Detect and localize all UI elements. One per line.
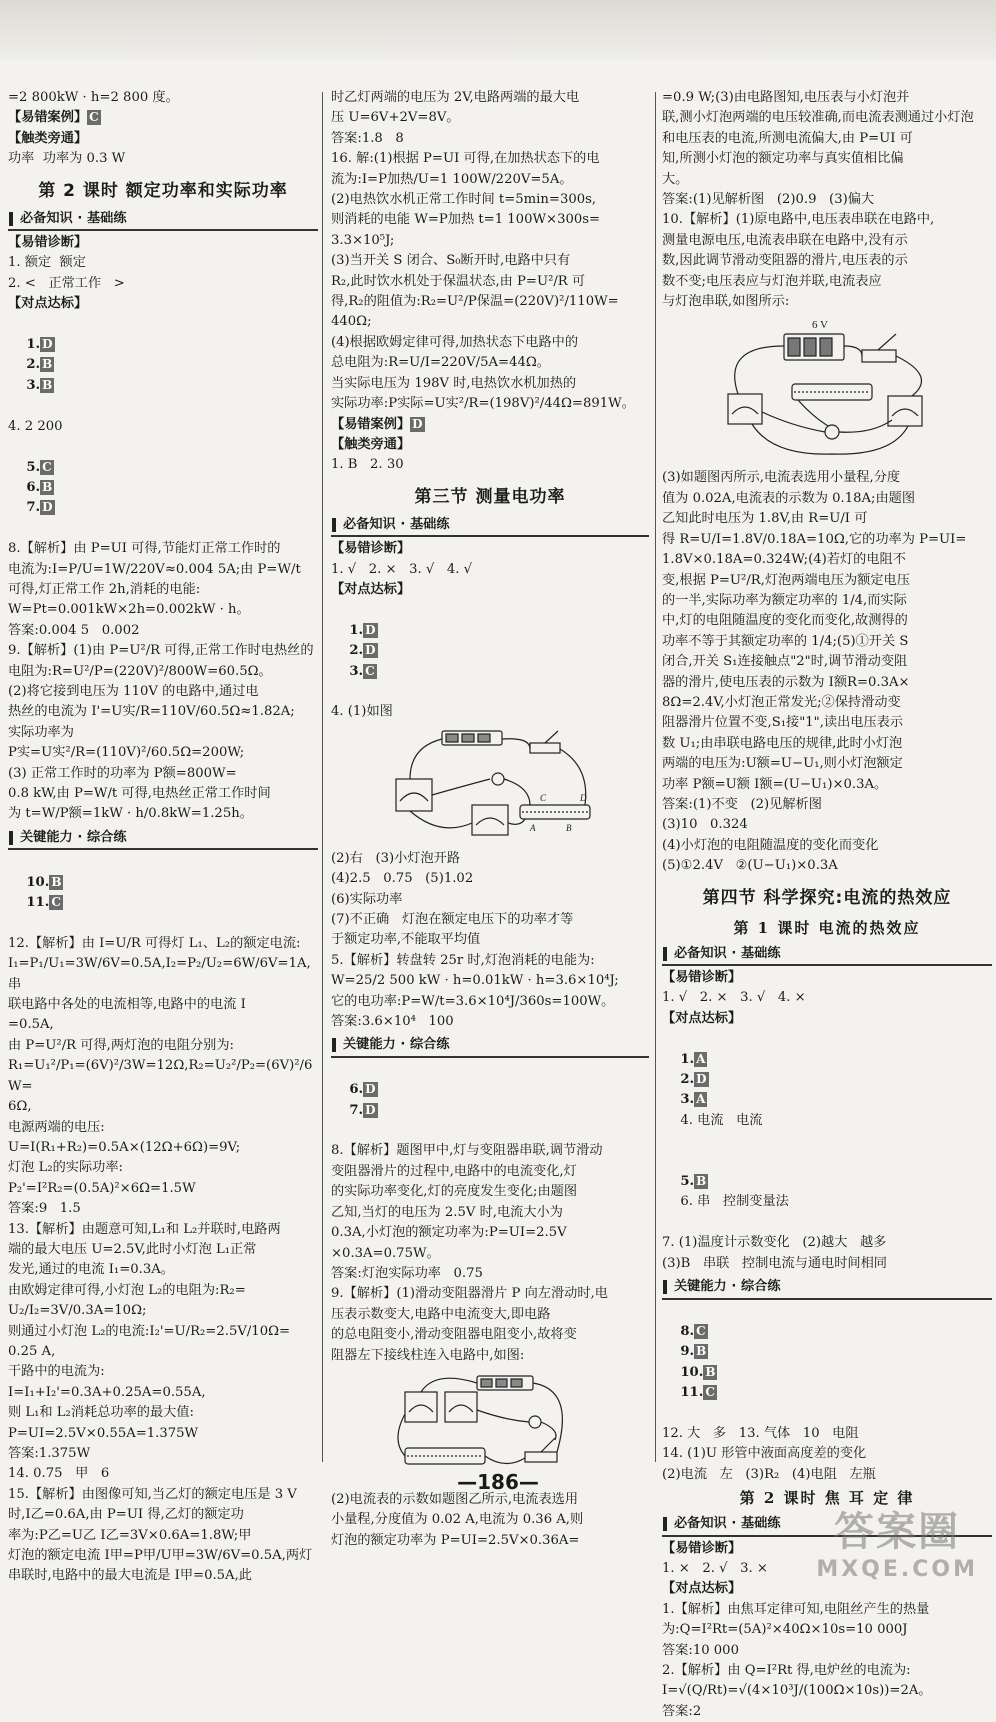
text-line: 得 R=U/I=1.8V/0.18A=10Ω,它的功率为 P=UI= — [662, 531, 967, 547]
text-line: 7. (1)温度计示数变化 (2)越大 越多 — [662, 1235, 887, 1251]
answer-box: C — [365, 663, 375, 678]
section-bar-basic: 必备知识 · 基础练 — [662, 1514, 992, 1536]
text-line: 灯泡的额定功率为 P=UI=2.5V×0.36A= — [331, 1532, 580, 1548]
section-bar-key: 关键能力 · 综合练 — [662, 1277, 992, 1299]
text-line: R₂,此时饮水机处于保温状态,由 P=U²/R 可 — [331, 273, 586, 289]
text-line: 8.【解析】由 P=UI 可得,节能灯正常工作时的 — [8, 541, 281, 557]
text-line: 功率 功率为 0.3 W — [8, 151, 126, 167]
text-line: 联,测小灯泡两端的电压较准确,而电流表测通过小灯泡 — [662, 110, 974, 126]
text-line: 答案:(1)见解析图 (2)0.9 (3)偏大 — [662, 192, 875, 208]
text-line: 值为 0.02A,电流表的示数为 0.18A;由题图 — [662, 490, 916, 506]
answer-box: B — [42, 377, 53, 392]
svg-text:D: D — [580, 792, 587, 803]
battery-voltage-label: 6 V — [812, 319, 828, 332]
section-bar-basic: 必备知识 · 基础练 — [8, 209, 318, 231]
text-line: W=25/2 500 kW · h=0.01kW · h=3.6×10⁴J; — [331, 973, 619, 989]
watermark-logo: 答案圈 MXQE.COM — [816, 1509, 978, 1582]
label-yicuo: 【易错诊断】 — [8, 235, 88, 251]
text-line: 大。 — [662, 171, 689, 187]
answer-box: B — [696, 1174, 707, 1189]
answer-row: 8. C 9. B 10. B 11. C — [680, 1323, 716, 1401]
text-line: ×0.3A=0.75W。 — [331, 1245, 440, 1261]
text-line: 答案:2 — [662, 1703, 702, 1719]
svg-text:B: B — [566, 822, 572, 833]
text-line: 流为:I=P加热/U=1 100W/220V=5A。 — [331, 171, 573, 187]
text-line: 5.【解析】转盘转 25r 时,灯泡消耗的电能为: — [331, 952, 595, 968]
text-line: 16. 解:(1)根据 P=UI 可得,在加热状态下的电 — [331, 151, 600, 167]
text-line: 端的最大电压 U=2.5V,此时小灯泡 L₁正常 — [8, 1241, 257, 1257]
text-line: (3)10 0.324 — [662, 817, 748, 833]
text-line: 1.【解析】由焦耳定律可知,电阻丝产生的热量 — [662, 1601, 930, 1617]
text-line: R₁=U₁²/P₁=(6V)²/3W=12Ω,R₂=U₂²/P₂=(6V)²/6W= — [8, 1058, 313, 1094]
text-line: =2 800kW · h=2 800 度。 — [8, 90, 179, 105]
text-line: (4)根据欧姆定律可得,加热状态下电路中的 — [331, 334, 579, 350]
text-line: 4. 2 200 — [8, 418, 63, 434]
text-line: 灯泡 L₂的实际功率: — [8, 1160, 123, 1176]
text-line: 与灯泡串联,如图所示: — [662, 294, 790, 310]
label-duidian: 【对点达标】 — [8, 296, 88, 312]
text-line: 压表示数变大,电路中电流变大,即电路 — [331, 1306, 551, 1322]
text-line: 的一半,实际功率为额定功率的 1/4,而实际 — [662, 592, 907, 608]
answer-box: D — [412, 416, 423, 431]
text-line: 知,所测小灯泡的额定功率与真实值相比偏 — [662, 151, 904, 167]
answer-box: B — [696, 1344, 707, 1359]
text-line: 答案:0.004 5 0.002 — [8, 622, 140, 638]
text-line: 6Ω, — [8, 1099, 32, 1115]
label-duidian: 【对点达标】 — [331, 581, 411, 597]
text-line: 率为:P乙=U乙 I乙=3V×0.6A=1.8W;甲 — [8, 1527, 252, 1543]
svg-text:C: C — [540, 792, 547, 803]
answer-box: D — [365, 1082, 376, 1097]
text-line: 电源两端的电压: — [8, 1119, 105, 1135]
text-line: W=Pt=0.001kW×2h=0.002kW · h。 — [8, 602, 250, 618]
answer-box: C — [705, 1385, 715, 1400]
answer-box: A — [696, 1051, 706, 1066]
answer-box: B — [705, 1364, 716, 1379]
text-line: (2)将它接到电压为 110V 的电路中,通过电 — [8, 683, 259, 699]
text-line: 由 P=U²/R 可得,两灯泡的电阻分别为: — [8, 1037, 234, 1053]
text-line: (3)当开关 S 闭合、S₀断开时,电路中只有 — [331, 253, 571, 269]
text-line: U₂/I₂=3V/0.3A=10Ω; — [8, 1303, 147, 1319]
text-line: 15.【解析】由图像可知,当乙灯的额定电压是 3 V — [8, 1486, 297, 1502]
answer-box: D — [42, 337, 53, 352]
label-chulei: 【触类旁通】 — [331, 436, 411, 452]
column-divider — [655, 92, 656, 1462]
text-line: 数 U₁;由串联电路电压的规律,此时小灯泡 — [662, 735, 903, 751]
text-line: 答案:10 000 — [662, 1642, 739, 1658]
text-line: 当实际电压为 198V 时,电热饮水机加热的 — [331, 375, 577, 391]
text-line: 440Ω; — [331, 314, 372, 330]
circuit-diagram-image — [380, 727, 600, 845]
label-yicuo-anli: 【易错案例】 D — [331, 416, 423, 432]
text-line: (5)①2.4V ②(U−U₁)×0.3A — [662, 858, 838, 874]
answer-box: D — [42, 500, 53, 515]
text-line: 实际功率:P实际=U实²/R=(198V)²/44Ω=891W。 — [331, 396, 635, 412]
section-bar-key: 关键能力 · 综合练 — [331, 1035, 649, 1057]
text-line: 12. 大 多 13. 气体 10 电阻 — [662, 1425, 859, 1441]
text-line: 8.【解析】题图甲中,灯与变阻器串联,调节滑动 — [331, 1143, 603, 1159]
answer-box: B — [42, 357, 53, 372]
answer-box: D — [365, 622, 376, 637]
text-line: 热丝的电流为 I'=U实/R=110V/60.5Ω≈1.82A; — [8, 704, 295, 720]
answer-box: B — [42, 479, 53, 494]
text-line: 答案:灯泡实际功率 0.75 — [331, 1265, 483, 1281]
text-line: 10.【解析】(1)原电路中,电压表串联在电路中, — [662, 212, 935, 228]
lesson-title: 第 2 课时 焦 耳 定 律 — [739, 1489, 915, 1508]
text-line: (2)右 (3)小灯泡开路 — [331, 850, 461, 866]
text-line: 数不变;电压表应与灯泡并联,电流表应 — [662, 273, 882, 289]
text-line: P₂'=I²R₂=(0.5A)²×6Ω=1.5W — [8, 1180, 196, 1196]
page-number: —186— — [457, 1470, 539, 1494]
section-bar-key: 关键能力 · 综合练 — [8, 828, 318, 850]
text-line: 2. < 正常工作 > — [8, 275, 125, 291]
text-line: (3)如题图丙所示,电流表选用小量程,分度 — [662, 470, 901, 486]
text-line: 它的电功率:P=W/t=3.6×10⁴J/360s=100W。 — [331, 993, 615, 1009]
answer-box: C — [696, 1323, 706, 1338]
answer-row: 10. B 11. C — [26, 874, 62, 911]
text-line: 总电阻为:R=U/I=220V/5A=44Ω。 — [331, 355, 550, 371]
text-line: 乙知此时电压为 1.8V,由 R=U/I 可 — [662, 511, 868, 527]
label-chulei: 【触类旁通】 — [8, 130, 88, 146]
text-line: 小量程,分度值为 0.02 A,电流为 0.36 A,则 — [331, 1512, 584, 1528]
text-line: 答案:1.375W — [8, 1446, 91, 1461]
text-line: 12.【解析】由 I=U/R 可得灯 L₁、L₂的额定电流: — [8, 935, 301, 951]
text-line: 时乙灯两端的电压为 2V,电路两端的最大电 — [331, 90, 580, 105]
answer-column-1 — [8, 88, 318, 1587]
text-line: 1. B 2. 30 — [331, 457, 404, 473]
text-line: 变,根据 P=U²/R,灯泡两端电压为额定电压 — [662, 572, 910, 588]
text-line: 2.【解析】由 Q=I²Rt 得,电炉丝的电流为: — [662, 1663, 911, 1678]
text-line: 0.8 kW,由 P=W/t 可得,电热丝正常工作时间 — [8, 786, 271, 801]
text-line: 答案:3.6×10⁴ 100 — [331, 1014, 454, 1030]
text-line: (2)电热饮水机正常工作时间 t=5min=300s, — [331, 192, 597, 208]
answer-box: D — [696, 1072, 707, 1087]
text-line: 两端的电压为:U额=U−U₁,则小灯泡额定 — [662, 756, 903, 772]
text-line: 时,I乙=0.6A,由 P=UI 得,乙灯的额定功 — [8, 1507, 244, 1523]
answer-row: 6. D 7. D — [349, 1082, 376, 1118]
text-line: 答案:9 1.5 — [8, 1201, 81, 1217]
text-line: 1. × 2. √ 3. × — [662, 1560, 768, 1576]
text-line: 由欧姆定律可得,小灯泡 L₂的电阻为:R₂= — [8, 1282, 246, 1298]
text-line: 9.【解析】(1)由 P=U²/R 可得,正常工作时电热丝的 — [8, 643, 314, 659]
text-line: (2)电流表的示数如题图乙所示,电流表选用 — [331, 1491, 579, 1507]
text-line: 1. √ 2. × 3. √ 4. × — [662, 990, 806, 1006]
text-line: 14. (1)U 形管中液面高度差的变化 — [662, 1446, 867, 1462]
svg-text:A: A — [530, 822, 536, 833]
text-line: =0.9 W;(3)由电路图知,电压表与小灯泡并 — [662, 90, 910, 105]
text-line: 1. √ 2. × 3. √ 4. √ — [331, 561, 473, 577]
text-line: 器的滑片,使电压表的示数为 I额R=0.3A× — [662, 674, 910, 690]
text-line: I=I₁+I₂'=0.3A+0.25A=0.55A, — [8, 1384, 206, 1400]
text-line: 为 t=W/P额=1kW · h/0.8kW=1.25h。 — [8, 806, 253, 822]
text-line: (2)电流 左 (3)R₂ (4)电阻 左瓶 — [662, 1466, 876, 1482]
text-line: 中,灯的电阻随温度的变化而变化,故测得的 — [662, 613, 908, 629]
text-line: (6)实际功率 — [331, 891, 403, 907]
text-line: 电阻为:R=U²/P=(220V)²/800W=60.5Ω。 — [8, 663, 272, 679]
text-line: P实=U实²/R=(110V)²/60.5Ω=200W; — [8, 745, 245, 761]
circuit-diagram-image — [712, 316, 942, 464]
text-line: 则通过小灯泡 L₂的电流:I₂'=U/R₂=2.5V/10Ω= — [8, 1323, 291, 1339]
text-line: (4)2.5 0.75 (5)1.02 — [331, 871, 474, 887]
text-line: 测量电源电压,电流表串联在电路中,没有示 — [662, 232, 908, 248]
text-line: 和电压表的电流,所测电流偏大,由 P=UI 可 — [662, 130, 913, 146]
text-line: 13.【解析】由题意可知,L₁和 L₂并联时,电路两 — [8, 1221, 281, 1237]
text-line: 联电路中各处的电流相等,电路中的电流 I — [8, 997, 246, 1013]
text-line: 灯泡的额定电流 I甲=P甲/U甲=3W/6V=0.5A,两灯 — [8, 1548, 313, 1564]
text-line: 阻器左下接线柱连入电路中,如图: — [331, 1347, 525, 1363]
text-line: 9.【解析】(1)滑动变阻器滑片 P 向左滑动时,电 — [331, 1286, 608, 1302]
text-line: 乙知,当灯的电压为 2.5V 时,电流大小为 — [331, 1204, 563, 1220]
text-line: 4. (1)如图 — [331, 704, 393, 720]
answer-row: 1. D 2. D 3. C — [349, 622, 376, 679]
label-yicuo: 【易错诊断】 — [662, 970, 742, 985]
text-line: 答案:1.8 8 — [331, 130, 404, 146]
text-line: 14. 0.75 甲 6 — [8, 1466, 110, 1482]
lesson-title: 第 2 课时 额定功率和实际功率 — [38, 180, 288, 201]
text-line: 发光,通过的电流 I₁=0.3A。 — [8, 1262, 174, 1278]
answer-row: 1. D 2. B 3. B — [26, 337, 53, 393]
text-line: 阻器滑片位置不变,S₁接"1",读出电压表示 — [662, 715, 904, 731]
text-line: 数,因此调节滑动变阻器的滑片,电压表的示 — [662, 253, 908, 269]
label-duidian: 【对点达标】 — [662, 1010, 742, 1026]
text-line: 功率 P额=U额 I额=(U−U₁)×0.3A。 — [662, 776, 888, 792]
text-line: (3) 正常工作时的功率为 P额=800W= — [8, 765, 237, 781]
text-line: 干路中的电流为: — [8, 1364, 105, 1380]
answer-row: 1. A 2. D 3. A 4. 电流 电流 — [680, 1051, 763, 1128]
text-line: (4)小灯泡的电阻随温度的变化而变化 — [662, 837, 879, 853]
section-bar-basic: 必备知识 · 基础练 — [331, 515, 649, 537]
text-line: 的总电阻变小,滑动变阻器电阻变小,故将变 — [331, 1327, 577, 1343]
answer-row: 5. B 6. 串 控制变量法 — [680, 1174, 789, 1210]
circuit-diagram-image — [385, 1370, 595, 1486]
text-line: 的实际功率变化,灯的亮度发生变化;由题图 — [331, 1184, 578, 1200]
text-line: 答案:(1)不变 (2)见解析图 — [662, 796, 822, 812]
text-line: 8Ω=2.4V,小灯泡正常发光;②保持滑动变 — [662, 694, 901, 710]
text-line: =0.5A, — [8, 1017, 54, 1033]
text-line: 串联时,电路中的最大电流是 I甲=0.5A,此 — [8, 1568, 252, 1584]
answer-row: 5. C 6. B 7. D — [26, 459, 53, 516]
answer-box: A — [696, 1092, 706, 1107]
text-line: 0.3A,小灯泡的额定功率为:P=UI=2.5V — [331, 1225, 567, 1241]
text-line: 变阻器滑片的过程中,电路中的电流变化,灯 — [331, 1163, 577, 1179]
text-line: 1.8V×0.18A=0.324W;(4)若灯的电阻不 — [662, 552, 906, 568]
lesson-title: 第 1 课时 电流的热效应 — [733, 918, 921, 937]
answer-box: D — [365, 643, 376, 658]
text-line: I₁=P₁/U₁=3W/6V=0.5A,I₂=P₂/U₂=6W/6V=1A,串 — [8, 956, 311, 992]
text-line: 1. 额定 额定 — [8, 255, 86, 271]
answer-box: C — [89, 110, 99, 125]
text-line: 于额定功率,不能取平均值 — [331, 932, 481, 948]
scan-top-band — [0, 0, 996, 60]
text-line: U=I(R₁+R₂)=0.5A×(12Ω+6Ω)=9V; — [8, 1139, 241, 1155]
text-line: 实际功率为 — [8, 724, 74, 740]
text-line: 功率不等于其额定功率的 1/4;(5)①开关 S — [662, 633, 909, 649]
text-line: 则消耗的电能 W=P加热 t=1 100W×300s= — [331, 212, 601, 228]
answer-box: C — [42, 459, 52, 474]
text-line: 则 L₁和 L₂消耗总功率的最大值: — [8, 1405, 194, 1421]
answer-box: D — [365, 1102, 376, 1117]
section-title: 第三节 测量电功率 — [414, 486, 566, 507]
label-duidian: 【对点达标】 — [662, 1581, 742, 1597]
answer-column-2 — [331, 88, 649, 1551]
section-bar-basic: 必备知识 · 基础练 — [662, 944, 992, 966]
text-line: (7)不正确 灯泡在额定电压下的功率才等 — [331, 912, 574, 927]
answer-box: C — [51, 895, 61, 910]
text-line: 闭合,开关 S₁连接触点"2"时,调节滑动变阻 — [662, 654, 908, 670]
text-line: 压 U=6V+2V=8V。 — [331, 110, 460, 126]
text-line: 电流为:I=P/U=1W/220V≈0.004 5A;由 P=W/t — [8, 561, 301, 577]
label-yicuo: 【易错诊断】 — [331, 541, 411, 557]
text-line: I=√(Q/Rt)=√(4×10³J/(100Ω×10s))=2A。 — [662, 1683, 932, 1699]
text-line: 得,R₂的阻值为:R₂=U²/P保温=(220V)²/110W= — [331, 294, 619, 310]
text-line: (3)B 串联 控制电流与通电时间相同 — [662, 1255, 887, 1271]
answer-box: B — [51, 874, 62, 889]
label-yicuo-anli: 【易错案例】 C — [8, 110, 99, 126]
label-yicuo: 【易错诊断】 — [662, 1540, 742, 1556]
text-line: 为:Q=I²Rt=(5A)²×40Ω×10s=10 000J — [662, 1622, 908, 1638]
text-line: 可得,灯正常工作 2h,消耗的电能: — [8, 581, 201, 597]
text-line: 3.3×10⁵J; — [331, 232, 395, 248]
text-line: P=UI=2.5V×0.55A=1.375W — [8, 1425, 199, 1441]
column-divider — [322, 92, 323, 1462]
text-line: 0.25 A, — [8, 1343, 56, 1359]
section-title: 第四节 科学探究:电流的热效应 — [702, 887, 952, 908]
